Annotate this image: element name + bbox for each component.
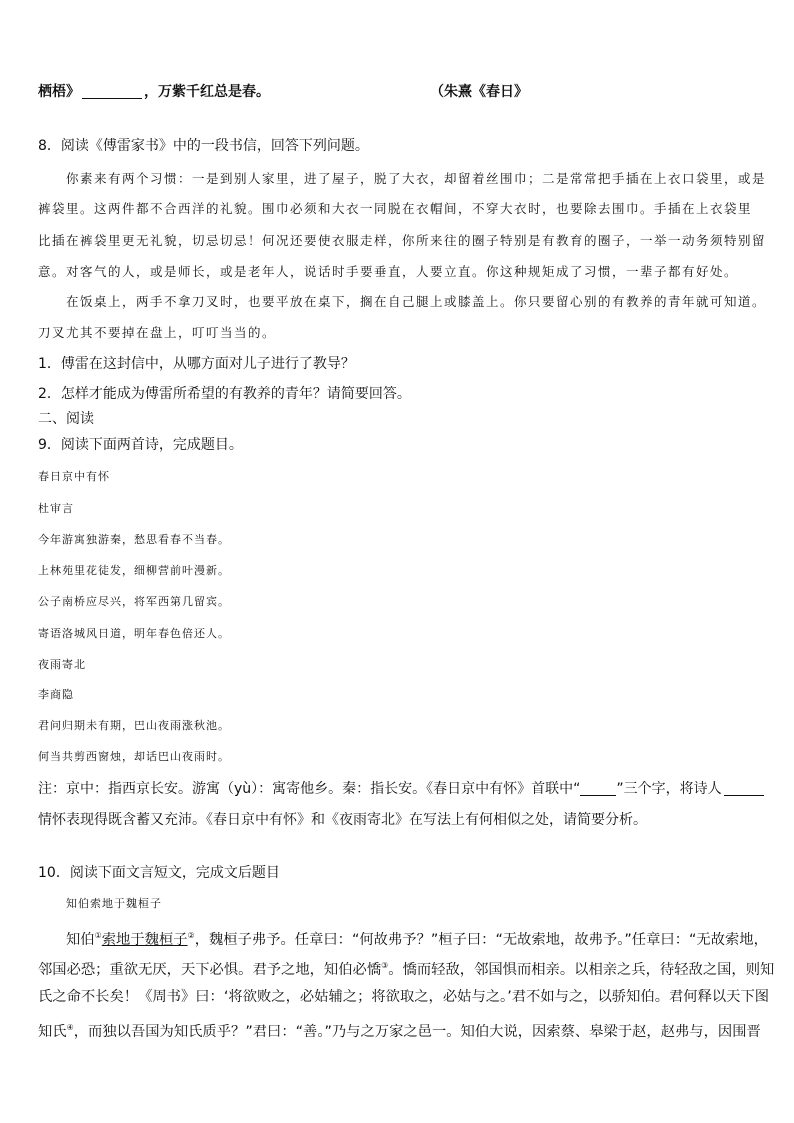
q10-text: ，而独以吾国为知氏质乎？”君曰：“善。”乃与之万家之邑一。知伯大说，因索蔡、皋梁于赵，赵弗与，因围晋 <box>73 1023 761 1040</box>
answer-blank-2[interactable] <box>580 781 616 796</box>
q8-passage-line: 你素来有两个习惯：一是到别人家里，进了屋子，脱了大衣，却留着丝围巾；二是常常把手插在上衣口袋里，或是 <box>66 171 767 186</box>
footnote-marker: ④ <box>66 1023 74 1032</box>
q9-title: 9．阅读下面两首诗，完成题目。 <box>38 437 243 453</box>
footnote-marker: ③ <box>381 961 389 970</box>
poem2-author: 李商隐 <box>38 688 74 701</box>
citation-chunri: （朱熹《春日》 <box>430 84 528 100</box>
section-heading: 二、阅读 <box>38 411 94 427</box>
q10-text: ，魏桓子弗予。任章曰：“何故弗予？”桓子曰：“无故索地，故弗予。”任章曰：“无故索地， <box>194 931 768 948</box>
q8-passage-line: 在饭桌上，两手不拿刀叉时，也要平放在桌下，搁在自己腿上或膝盖上。你只要留心别的有教养的青年就可知道。 <box>66 294 767 309</box>
q10-passage-line: 氏之命不长矣！《周书》曰：‘将欲败之，必姑辅之；将欲取之，必姑与之。’君不如与之，以骄知伯。君何释以天下图 <box>38 989 770 1005</box>
poem1-line: 上林苑里花徒发，细柳营前叶漫新。 <box>38 564 230 577</box>
q10-text: 知氏 <box>38 1023 67 1040</box>
line1-right: ，万紫千红总是春。 <box>144 84 270 100</box>
q10-text: 索地于魏桓子 <box>101 931 188 948</box>
q10-text: 知伯 <box>66 931 95 948</box>
q10-passage-line <box>38 1019 761 1041</box>
q10-subtitle: 知伯索地于魏桓子 <box>66 897 162 910</box>
q9-question: 情怀表现得既含蓄又充沛。《春日京中有怀》和《夜雨寄北》在写法上有何相似之处，请简要分析。 <box>38 812 647 828</box>
q10-passage-line <box>38 957 774 979</box>
q8-title: 8．阅读《傅雷家书》中的一段书信，回答下列问题。 <box>38 138 369 154</box>
poem1-line: 今年游寓独游秦，愁思看春不当春。 <box>38 533 230 546</box>
answer-blank-3[interactable] <box>724 781 764 796</box>
line-chunri <box>38 83 270 101</box>
poem1-line: 公子南桥应尽兴，将军西第几留宾。 <box>38 595 230 608</box>
poem1-author: 杜审言 <box>38 502 74 515</box>
poem2-title: 夜雨寄北 <box>38 658 86 671</box>
q10-title: 10．阅读下面文言短文，完成文后题目 <box>38 865 280 881</box>
poem1-line: 寄语洛城风日道，明年春色倍还人。 <box>38 627 230 640</box>
answer-blank-1[interactable] <box>82 84 142 99</box>
poem2-line: 何当共剪西窗烛，却话巴山夜雨时。 <box>38 750 230 763</box>
q8-passage-line: 意。对客气的人，或是师长，或是老年人，说话时手要垂直，人要立直。你这种规矩成了习惯，一辈子都有好处。 <box>38 264 739 279</box>
q8-sub-question-1: 1．傅雷在这封信中，从哪方面对儿子进行了教导？ <box>38 356 355 372</box>
q8-passage-line: 裤袋里。这两件都不合西洋的礼貌。围巾必须和大衣一同脱在衣帽间，不穿大衣时，也要除去围巾。手插在上衣袋里 <box>38 201 753 216</box>
q10-passage-line <box>66 927 768 949</box>
q9-note <box>38 780 764 798</box>
line1-left: 栖梧》 <box>38 84 80 100</box>
q8-passage-line: 比插在裤袋里更无礼貌，切忌切忌！何况还要使衣服走样，你所来往的圈子特别是有教育的圈子，一举一动务须特别留 <box>38 233 767 248</box>
q9-note-part-a: 注：京中：指西京长安。游寓（yù）：寓寄他乡。秦：指长安。《春日京中有怀》首联中“ <box>38 781 581 797</box>
q10-text: 邻国必恐；重欲无厌，天下必惧。君予之地，知伯必憍 <box>38 961 382 978</box>
q10-text: 。憍而轻敌，邻国惧而相亲。以相亲之兵，待轻敌之国，则知 <box>388 961 775 978</box>
poem2-line: 君问归期未有期，巴山夜雨涨秋池。 <box>38 719 230 732</box>
footnote-marker: ① <box>94 931 102 940</box>
q9-note-part-b: ”三个字，将诗人 <box>616 781 722 797</box>
poem1-title: 春日京中有怀 <box>38 470 110 483</box>
q8-sub-question-2: 2．怎样才能成为傅雷所希望的有教养的青年？请简要回答。 <box>38 386 411 402</box>
footnote-marker: ② <box>187 931 195 940</box>
q8-passage-line: 刀叉尤其不要掉在盘上，叮叮当当的。 <box>38 325 277 340</box>
